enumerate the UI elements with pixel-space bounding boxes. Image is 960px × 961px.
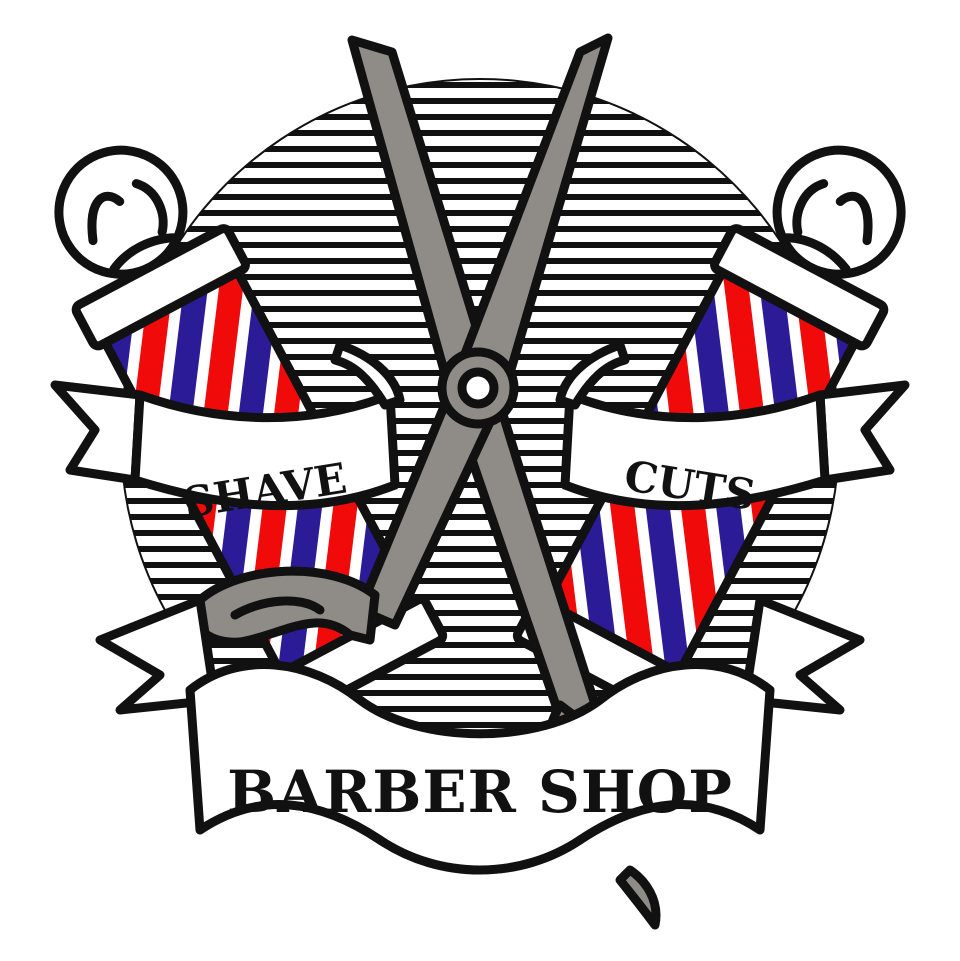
- ribbon-right-label: CUTS: [621, 450, 759, 520]
- ribbon-left-label: SHAVE: [180, 453, 350, 528]
- banner-label: BARBER SHOP: [227, 758, 733, 826]
